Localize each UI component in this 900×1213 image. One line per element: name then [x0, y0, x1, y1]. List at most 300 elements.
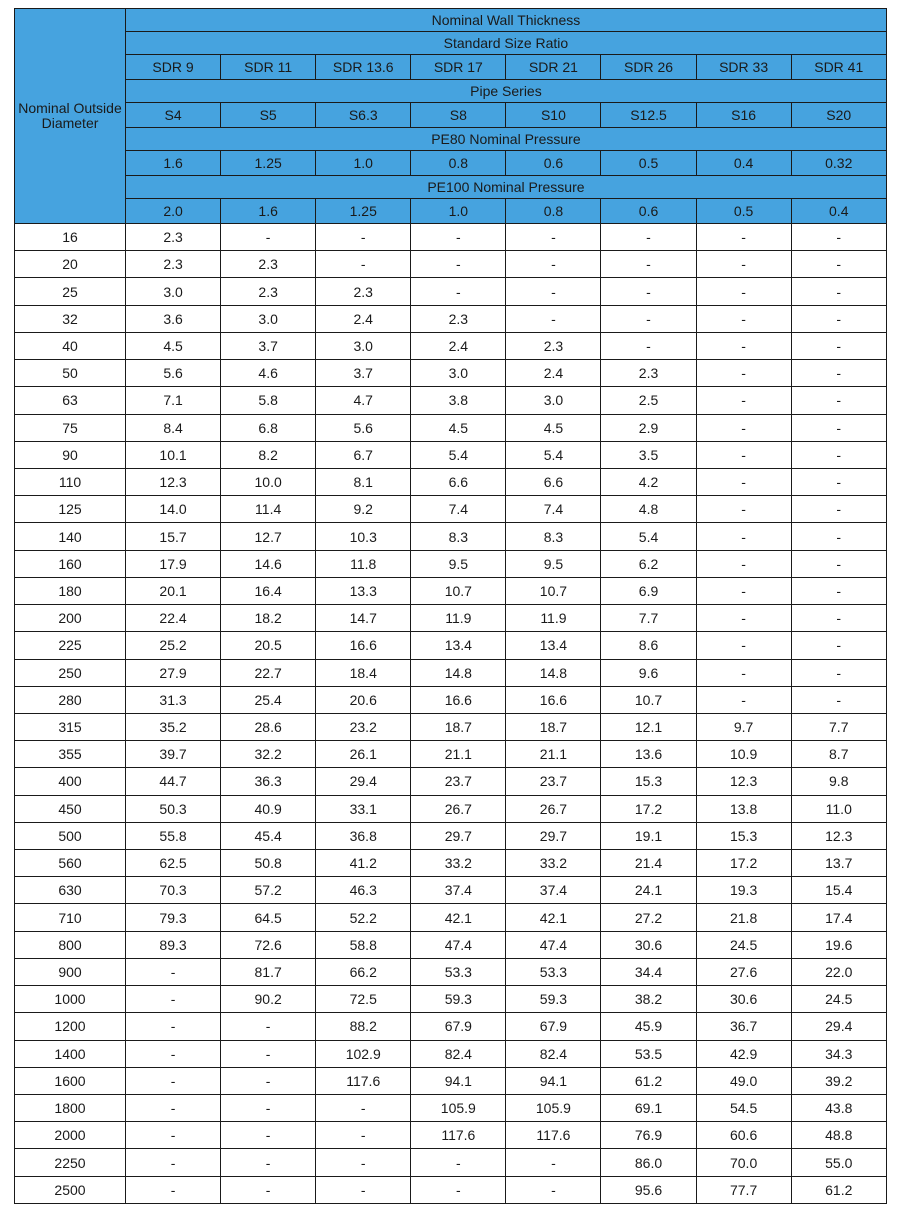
thickness-cell: 47.4: [411, 931, 506, 958]
pe80-cell: 1.25: [221, 151, 316, 176]
thickness-cell: 5.4: [601, 523, 696, 550]
thickness-cell: 2.4: [411, 332, 506, 359]
diameter-cell: 450: [15, 795, 126, 822]
thickness-cell: 2.3: [316, 278, 411, 305]
thickness-cell: -: [411, 224, 506, 251]
series-cell: S4: [126, 103, 221, 128]
thickness-cell: 36.7: [696, 1013, 791, 1040]
table-row: [15, 441, 887, 468]
diameter-cell: 900: [15, 958, 126, 985]
thickness-cell: -: [696, 496, 791, 523]
thickness-cell: 53.5: [601, 1040, 696, 1067]
thickness-cell: 14.0: [126, 496, 221, 523]
thickness-cell: -: [221, 1176, 316, 1203]
thickness-cell: 45.4: [221, 822, 316, 849]
pe100-cell: 2.0: [126, 199, 221, 224]
table-row: [15, 468, 887, 495]
thickness-cell: -: [126, 1149, 221, 1176]
thickness-cell: 47.4: [506, 931, 601, 958]
thickness-cell: 27.2: [601, 904, 696, 931]
thickness-cell: 117.6: [506, 1122, 601, 1149]
header-row-pe100-title: [15, 176, 887, 199]
thickness-cell: 3.0: [506, 387, 601, 414]
thickness-cell: 53.3: [506, 958, 601, 985]
sdr-cell: SDR 11: [221, 55, 316, 80]
thickness-cell: 5.4: [411, 441, 506, 468]
thickness-cell: 70.3: [126, 877, 221, 904]
thickness-cell: 37.4: [506, 877, 601, 904]
pe100-cell: 1.6: [221, 199, 316, 224]
header-row-sdr-values: [15, 55, 887, 80]
thickness-cell: -: [316, 1122, 411, 1149]
thickness-cell: 2.4: [506, 360, 601, 387]
thickness-cell: 7.4: [411, 496, 506, 523]
table-row: [15, 632, 887, 659]
thickness-cell: 17.4: [791, 904, 886, 931]
thickness-cell: 13.3: [316, 577, 411, 604]
thickness-cell: 2.3: [506, 332, 601, 359]
thickness-cell: 3.7: [221, 332, 316, 359]
thickness-cell: -: [126, 1013, 221, 1040]
thickness-cell: 9.5: [506, 550, 601, 577]
table-row: [15, 523, 887, 550]
table-row: [15, 224, 887, 251]
table-row: [15, 768, 887, 795]
sdr-title: Standard Size Ratio: [126, 32, 887, 55]
thickness-cell: 13.8: [696, 795, 791, 822]
thickness-cell: 3.6: [126, 305, 221, 332]
thickness-cell: 11.0: [791, 795, 886, 822]
thickness-cell: 9.5: [411, 550, 506, 577]
thickness-cell: 16.6: [506, 686, 601, 713]
thickness-cell: 72.5: [316, 986, 411, 1013]
thickness-cell: 35.2: [126, 713, 221, 740]
thickness-cell: -: [316, 1095, 411, 1122]
thickness-cell: -: [316, 1149, 411, 1176]
thickness-cell: 9.8: [791, 768, 886, 795]
thickness-cell: -: [791, 577, 886, 604]
thickness-cell: 11.9: [506, 605, 601, 632]
thickness-cell: 102.9: [316, 1040, 411, 1067]
thickness-cell: 95.6: [601, 1176, 696, 1203]
thickness-cell: 9.7: [696, 713, 791, 740]
thickness-cell: 19.1: [601, 822, 696, 849]
thickness-cell: -: [601, 224, 696, 251]
thickness-cell: -: [696, 305, 791, 332]
thickness-cell: -: [696, 360, 791, 387]
thickness-cell: 17.2: [696, 850, 791, 877]
thickness-cell: 81.7: [221, 958, 316, 985]
thickness-cell: -: [601, 332, 696, 359]
pe80-cell: 0.8: [411, 151, 506, 176]
diameter-cell: 1000: [15, 986, 126, 1013]
thickness-cell: 10.7: [411, 577, 506, 604]
thickness-cell: 30.6: [601, 931, 696, 958]
pe100-cell: 0.8: [506, 199, 601, 224]
thickness-cell: 16.6: [316, 632, 411, 659]
thickness-cell: 52.2: [316, 904, 411, 931]
pe100-pressure-title: PE100 Nominal Pressure: [126, 176, 887, 199]
thickness-cell: 67.9: [506, 1013, 601, 1040]
diameter-cell: 280: [15, 686, 126, 713]
thickness-cell: -: [601, 251, 696, 278]
thickness-cell: 55.0: [791, 1149, 886, 1176]
thickness-cell: -: [126, 1176, 221, 1203]
thickness-cell: -: [696, 441, 791, 468]
table-row: [15, 414, 887, 441]
thickness-cell: -: [696, 686, 791, 713]
thickness-cell: -: [791, 523, 886, 550]
pe80-cell: 0.6: [506, 151, 601, 176]
pe100-cell: 0.6: [601, 199, 696, 224]
thickness-cell: 59.3: [506, 986, 601, 1013]
diameter-cell: 140: [15, 523, 126, 550]
thickness-cell: 37.4: [411, 877, 506, 904]
thickness-cell: 28.6: [221, 713, 316, 740]
thickness-cell: 2.3: [221, 278, 316, 305]
thickness-cell: -: [411, 278, 506, 305]
thickness-cell: -: [126, 1040, 221, 1067]
thickness-cell: -: [791, 387, 886, 414]
thickness-cell: -: [411, 251, 506, 278]
thickness-cell: 79.3: [126, 904, 221, 931]
thickness-cell: 12.3: [126, 468, 221, 495]
thickness-cell: -: [696, 387, 791, 414]
header-row-wall-thickness: [15, 9, 887, 32]
thickness-cell: -: [791, 496, 886, 523]
diameter-cell: 180: [15, 577, 126, 604]
table-row: [15, 713, 887, 740]
thickness-cell: 29.7: [411, 822, 506, 849]
thickness-cell: 6.8: [221, 414, 316, 441]
thickness-cell: 2.3: [126, 224, 221, 251]
thickness-cell: 26.7: [411, 795, 506, 822]
thickness-cell: -: [791, 251, 886, 278]
thickness-cell: 49.0: [696, 1067, 791, 1094]
thickness-cell: -: [696, 414, 791, 441]
header-row-series-values: [15, 103, 887, 128]
thickness-cell: 8.2: [221, 441, 316, 468]
header-row-sdr-title: [15, 32, 887, 55]
thickness-cell: 23.2: [316, 713, 411, 740]
thickness-cell: 19.3: [696, 877, 791, 904]
diameter-cell: 160: [15, 550, 126, 577]
pe80-cell: 0.4: [696, 151, 791, 176]
thickness-cell: 55.8: [126, 822, 221, 849]
diameter-cell: 560: [15, 850, 126, 877]
thickness-cell: 32.2: [221, 741, 316, 768]
table-row: [15, 550, 887, 577]
pe100-cell: 0.5: [696, 199, 791, 224]
thickness-cell: 39.7: [126, 741, 221, 768]
thickness-cell: 13.7: [791, 850, 886, 877]
thickness-cell: 18.7: [506, 713, 601, 740]
table-row: [15, 795, 887, 822]
thickness-cell: 3.8: [411, 387, 506, 414]
thickness-cell: 14.8: [411, 659, 506, 686]
diameter-cell: 125: [15, 496, 126, 523]
thickness-cell: 61.2: [601, 1067, 696, 1094]
thickness-cell: 10.7: [601, 686, 696, 713]
sdr-cell: SDR 17: [411, 55, 506, 80]
thickness-cell: 24.1: [601, 877, 696, 904]
sdr-cell: SDR 33: [696, 55, 791, 80]
pe80-cell: 1.6: [126, 151, 221, 176]
table-row: [15, 605, 887, 632]
thickness-cell: 90.2: [221, 986, 316, 1013]
table-row: [15, 877, 887, 904]
thickness-cell: 4.6: [221, 360, 316, 387]
thickness-cell: 6.6: [506, 468, 601, 495]
thickness-cell: 4.5: [506, 414, 601, 441]
thickness-cell: 7.7: [791, 713, 886, 740]
thickness-cell: 42.1: [411, 904, 506, 931]
thickness-cell: 16.4: [221, 577, 316, 604]
diameter-cell: 2250: [15, 1149, 126, 1176]
thickness-cell: 72.6: [221, 931, 316, 958]
thickness-cell: 3.0: [126, 278, 221, 305]
thickness-cell: 10.0: [221, 468, 316, 495]
thickness-cell: -: [126, 986, 221, 1013]
thickness-cell: 66.2: [316, 958, 411, 985]
thickness-cell: 42.9: [696, 1040, 791, 1067]
thickness-cell: 3.0: [316, 332, 411, 359]
table-header: [15, 9, 887, 224]
thickness-cell: 67.9: [411, 1013, 506, 1040]
thickness-cell: -: [791, 605, 886, 632]
thickness-cell: -: [696, 332, 791, 359]
thickness-cell: 8.4: [126, 414, 221, 441]
thickness-cell: 25.4: [221, 686, 316, 713]
thickness-cell: 64.5: [221, 904, 316, 931]
thickness-cell: 2.3: [221, 251, 316, 278]
thickness-cell: -: [411, 1149, 506, 1176]
thickness-cell: 22.0: [791, 958, 886, 985]
thickness-cell: 26.7: [506, 795, 601, 822]
table-row: [15, 251, 887, 278]
thickness-cell: 10.9: [696, 741, 791, 768]
thickness-cell: -: [316, 251, 411, 278]
thickness-cell: 29.4: [791, 1013, 886, 1040]
thickness-cell: 58.8: [316, 931, 411, 958]
thickness-cell: -: [126, 1067, 221, 1094]
pe80-cell: 0.32: [791, 151, 886, 176]
diameter-cell: 63: [15, 387, 126, 414]
thickness-cell: 16.6: [411, 686, 506, 713]
diameter-cell: 16: [15, 224, 126, 251]
thickness-cell: 7.4: [506, 496, 601, 523]
thickness-cell: 24.5: [791, 986, 886, 1013]
thickness-cell: 61.2: [791, 1176, 886, 1203]
thickness-cell: -: [506, 278, 601, 305]
thickness-cell: 117.6: [316, 1067, 411, 1094]
diameter-cell: 1800: [15, 1095, 126, 1122]
table-row: [15, 1176, 887, 1203]
diameter-cell: 710: [15, 904, 126, 931]
wall-thickness-title: Nominal Wall Thickness: [126, 9, 887, 32]
thickness-cell: 15.7: [126, 523, 221, 550]
thickness-cell: 13.6: [601, 741, 696, 768]
thickness-cell: 20.5: [221, 632, 316, 659]
thickness-cell: 2.5: [601, 387, 696, 414]
pe80-cell: 0.5: [601, 151, 696, 176]
thickness-cell: 19.6: [791, 931, 886, 958]
diameter-cell: 1200: [15, 1013, 126, 1040]
thickness-cell: 10.7: [506, 577, 601, 604]
thickness-cell: 86.0: [601, 1149, 696, 1176]
thickness-cell: -: [221, 1040, 316, 1067]
thickness-cell: -: [696, 224, 791, 251]
thickness-cell: 29.7: [506, 822, 601, 849]
series-cell: S20: [791, 103, 886, 128]
thickness-cell: 8.6: [601, 632, 696, 659]
thickness-cell: 54.5: [696, 1095, 791, 1122]
thickness-cell: -: [506, 305, 601, 332]
table-row: [15, 1095, 887, 1122]
thickness-cell: 30.6: [696, 986, 791, 1013]
thickness-cell: 15.3: [696, 822, 791, 849]
thickness-cell: -: [316, 1176, 411, 1203]
thickness-cell: 11.4: [221, 496, 316, 523]
thickness-cell: 2.9: [601, 414, 696, 441]
thickness-cell: 34.4: [601, 958, 696, 985]
thickness-cell: 6.2: [601, 550, 696, 577]
diameter-cell: 355: [15, 741, 126, 768]
thickness-cell: -: [696, 632, 791, 659]
diameter-cell: 1600: [15, 1067, 126, 1094]
thickness-cell: -: [791, 441, 886, 468]
thickness-cell: 8.3: [411, 523, 506, 550]
thickness-cell: -: [601, 305, 696, 332]
thickness-cell: -: [221, 1149, 316, 1176]
thickness-cell: 62.5: [126, 850, 221, 877]
thickness-cell: 69.1: [601, 1095, 696, 1122]
series-cell: S5: [221, 103, 316, 128]
table-row: [15, 1122, 887, 1149]
diameter-cell: 2500: [15, 1176, 126, 1203]
header-row-series-title: [15, 80, 887, 103]
thickness-cell: 17.9: [126, 550, 221, 577]
thickness-cell: 36.8: [316, 822, 411, 849]
thickness-cell: -: [696, 605, 791, 632]
thickness-cell: -: [126, 1122, 221, 1149]
thickness-cell: 20.1: [126, 577, 221, 604]
table-row: [15, 850, 887, 877]
thickness-cell: 5.6: [316, 414, 411, 441]
thickness-cell: 22.7: [221, 659, 316, 686]
thickness-cell: 105.9: [411, 1095, 506, 1122]
thickness-cell: -: [221, 1013, 316, 1040]
thickness-cell: 9.6: [601, 659, 696, 686]
thickness-cell: 4.2: [601, 468, 696, 495]
thickness-cell: 2.3: [411, 305, 506, 332]
thickness-cell: 10.3: [316, 523, 411, 550]
diameter-cell: 315: [15, 713, 126, 740]
thickness-cell: -: [126, 1095, 221, 1122]
thickness-cell: 24.5: [696, 931, 791, 958]
thickness-cell: 89.3: [126, 931, 221, 958]
thickness-cell: -: [791, 332, 886, 359]
thickness-cell: -: [696, 251, 791, 278]
thickness-cell: 25.2: [126, 632, 221, 659]
diameter-cell: 25: [15, 278, 126, 305]
thickness-cell: -: [316, 224, 411, 251]
thickness-cell: 50.8: [221, 850, 316, 877]
thickness-cell: 3.0: [221, 305, 316, 332]
thickness-cell: 45.9: [601, 1013, 696, 1040]
thickness-cell: -: [696, 523, 791, 550]
diameter-cell: 2000: [15, 1122, 126, 1149]
thickness-cell: 5.6: [126, 360, 221, 387]
thickness-cell: -: [411, 1176, 506, 1203]
pe100-cell: 1.25: [316, 199, 411, 224]
thickness-cell: 17.2: [601, 795, 696, 822]
thickness-cell: 27.9: [126, 659, 221, 686]
pipe-series-title: Pipe Series: [126, 80, 887, 103]
thickness-cell: 15.4: [791, 877, 886, 904]
table-row: [15, 958, 887, 985]
table-row: [15, 496, 887, 523]
thickness-cell: -: [601, 278, 696, 305]
pe80-pressure-title: PE80 Nominal Pressure: [126, 128, 887, 151]
table-row: [15, 577, 887, 604]
table-row: [15, 360, 887, 387]
table-row: [15, 1040, 887, 1067]
pe80-cell: 1.0: [316, 151, 411, 176]
series-cell: S12.5: [601, 103, 696, 128]
thickness-cell: 14.7: [316, 605, 411, 632]
thickness-cell: 46.3: [316, 877, 411, 904]
thickness-cell: 82.4: [411, 1040, 506, 1067]
thickness-cell: 82.4: [506, 1040, 601, 1067]
thickness-cell: 2.3: [601, 360, 696, 387]
thickness-cell: -: [791, 305, 886, 332]
nominal-outside-diameter-header: Nominal Outside Diameter: [15, 9, 126, 224]
thickness-cell: 36.3: [221, 768, 316, 795]
thickness-cell: 3.5: [601, 441, 696, 468]
thickness-cell: -: [791, 659, 886, 686]
diameter-cell: 40: [15, 332, 126, 359]
thickness-cell: -: [791, 360, 886, 387]
thickness-cell: -: [221, 1095, 316, 1122]
diameter-cell: 400: [15, 768, 126, 795]
series-cell: S16: [696, 103, 791, 128]
thickness-cell: 33.2: [506, 850, 601, 877]
thickness-cell: -: [696, 659, 791, 686]
diameter-cell: 630: [15, 877, 126, 904]
thickness-cell: 26.1: [316, 741, 411, 768]
thickness-cell: -: [126, 958, 221, 985]
pe100-cell: 0.4: [791, 199, 886, 224]
thickness-cell: 10.1: [126, 441, 221, 468]
thickness-cell: 18.4: [316, 659, 411, 686]
thickness-cell: 38.2: [601, 986, 696, 1013]
thickness-cell: 4.5: [126, 332, 221, 359]
diameter-cell: 110: [15, 468, 126, 495]
thickness-cell: 34.3: [791, 1040, 886, 1067]
header-row-pe100-values: [15, 199, 887, 224]
thickness-cell: 2.3: [126, 251, 221, 278]
thickness-cell: 4.8: [601, 496, 696, 523]
table-row: [15, 305, 887, 332]
thickness-cell: -: [791, 278, 886, 305]
diameter-cell: 225: [15, 632, 126, 659]
pipe-spec-table: [14, 8, 887, 1204]
thickness-cell: 77.7: [696, 1176, 791, 1203]
thickness-cell: 57.2: [221, 877, 316, 904]
sdr-cell: SDR 26: [601, 55, 696, 80]
thickness-cell: 12.1: [601, 713, 696, 740]
